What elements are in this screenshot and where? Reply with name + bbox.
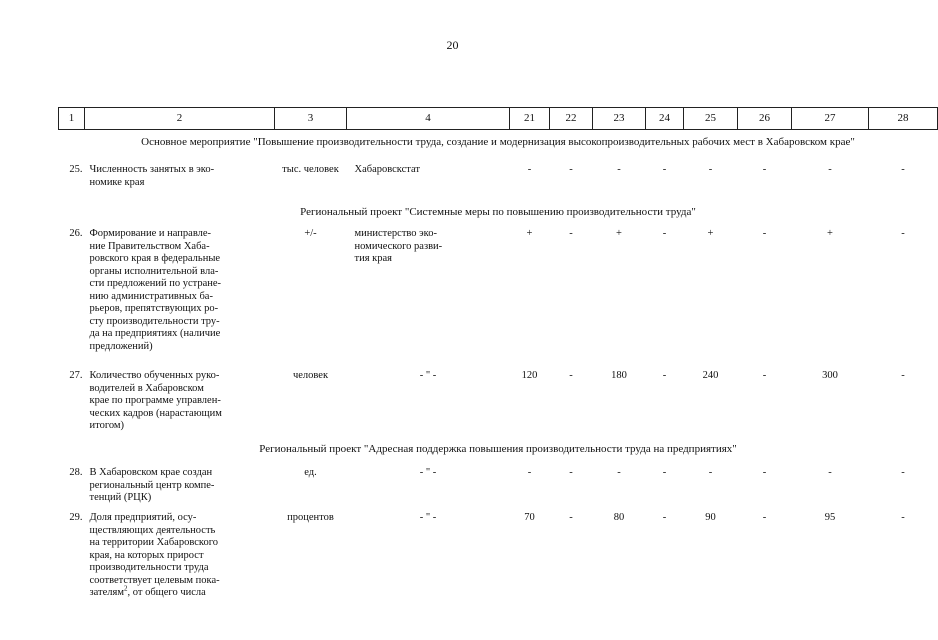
header-cell: 23 — [593, 108, 646, 130]
source: - " - — [419, 370, 437, 381]
value-cell: - — [569, 512, 573, 523]
value-cell: - — [662, 228, 667, 239]
row-number: 28. — [69, 467, 83, 478]
header-cell: 1 — [59, 108, 85, 130]
section-title: Региональный проект "Системные меры по повышению производительности труда" — [300, 206, 696, 218]
value-cell: - — [617, 164, 621, 175]
value-cell: - — [762, 228, 767, 239]
source: - " - — [419, 512, 437, 523]
value-cell: + — [616, 228, 622, 239]
value-cell: + — [707, 228, 714, 239]
value-cell: - — [901, 228, 905, 239]
value-cell: - — [762, 370, 767, 381]
header-cell: 3 — [275, 108, 347, 130]
header-cell: 25 — [684, 108, 738, 130]
value-cell: 120 — [521, 370, 538, 381]
value-cell: 80 — [613, 512, 625, 523]
unit: тыс. человек — [282, 164, 339, 175]
table-row — [59, 463, 938, 512]
section-row — [59, 443, 938, 463]
row-number: 27. — [69, 370, 83, 381]
value-cell: - — [708, 467, 713, 478]
value-cell: 240 — [702, 370, 719, 381]
page-number: 20 — [446, 38, 459, 52]
row-number: 25. — [69, 164, 83, 175]
section-row — [59, 206, 938, 228]
header-row — [59, 108, 938, 130]
unit: +/- — [304, 228, 317, 239]
value-cell: - — [762, 164, 767, 175]
unit: процентов — [287, 512, 334, 523]
value-cell: - — [901, 512, 905, 523]
value-cell: + — [827, 228, 833, 239]
indicator-name: Формирование и направле- ние Правительством Хаба- ровского края в федеральные органы исполнительной вла- сти предложений по устране- нию административных ба- рьеров, препятствующих ро- сту производительности тру- да на предприятиях (наличие предложений) — [89, 228, 222, 352]
value-cell: - — [708, 164, 713, 175]
value-cell: 180 — [611, 370, 627, 381]
value-cell: - — [662, 370, 667, 381]
source: Хабаровскстат — [354, 164, 420, 175]
value-cell: 70 — [524, 512, 535, 523]
source: - " - — [419, 467, 437, 478]
header-cell: 4 — [347, 108, 510, 130]
indicators-table — [58, 107, 938, 600]
indicator-name: В Хабаровском крае создан региональный центр компе- тенций (РЦК) — [89, 467, 215, 503]
value-cell: - — [762, 467, 767, 478]
value-cell: - — [569, 228, 573, 239]
section-title: Основное мероприятие "Повышение производительности труда, создание и модернизация высокопроизводительных рабочих мест в Хабаровском крае" — [141, 136, 855, 148]
source: министерство эко- номического разви- тия края — [354, 228, 443, 264]
value-cell: - — [901, 370, 905, 381]
unit: человек — [292, 370, 329, 381]
value-cell: - — [527, 467, 532, 478]
value-cell: - — [828, 164, 832, 175]
indicator-name: Доля предприятий, осу- ществляющих деятельность на территории Хабаровского края, на которых прирост производительности труда соответствует целевым пока- зателям$^2$, от общего числа — [89, 512, 220, 598]
value-cell: - — [762, 512, 767, 523]
value-cell: + — [526, 228, 533, 239]
header-cell: 22 — [550, 108, 593, 130]
value-cell: - — [662, 164, 667, 175]
value-cell: - — [662, 512, 667, 523]
value-cell: 95 — [824, 512, 836, 523]
value-cell: - — [569, 164, 573, 175]
table-row — [59, 151, 938, 206]
table-row — [59, 228, 938, 370]
value-cell: - — [617, 467, 621, 478]
row-number: 26. — [69, 228, 83, 239]
value-cell: - — [569, 370, 573, 381]
value-cell: - — [901, 164, 905, 175]
indicator-name: Численность занятых в эко- номике края — [89, 164, 215, 188]
header-cell: 2 — [85, 108, 275, 130]
header-cell: 21 — [510, 108, 550, 130]
unit: ед. — [304, 467, 317, 478]
value-cell: - — [828, 467, 832, 478]
section-title: Региональный проект "Адресная поддержка повышения производительности труда на предприятиях" — [259, 443, 737, 455]
header-cell: 26 — [738, 108, 792, 130]
value-cell: - — [527, 164, 532, 175]
header-cell: 28 — [869, 108, 938, 130]
table-row — [59, 370, 938, 443]
row-number: 29. — [69, 512, 83, 523]
value-cell: 300 — [822, 370, 838, 381]
header-cell: 24 — [646, 108, 684, 130]
indicator-name: Количество обученных руко- водителей в Хабаровском крае по программе управлен- ческих кадров (нарастающим итогом) — [89, 370, 222, 431]
section-row — [59, 130, 938, 152]
value-cell: - — [901, 467, 905, 478]
value-cell: - — [569, 467, 573, 478]
value-cell: - — [662, 467, 667, 478]
value-cell: 90 — [705, 512, 716, 523]
header-cell: 27 — [792, 108, 869, 130]
table-row — [59, 512, 938, 600]
